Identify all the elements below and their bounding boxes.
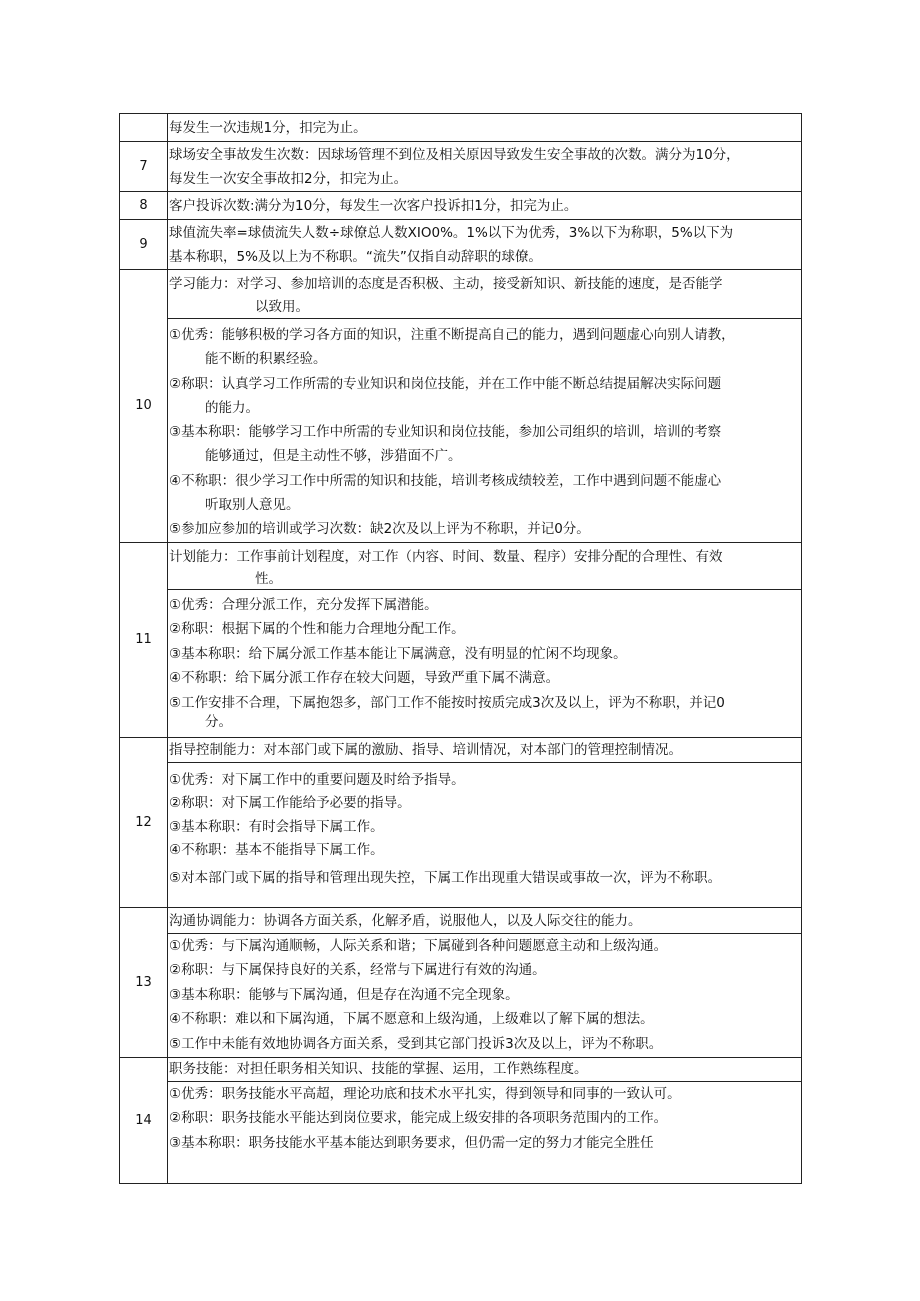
level-text: ①优秀：能够积极的学习各方面的知识，注重不断提高自己的能力，遇到问题虚心向别人请教， [169,327,735,343]
header-line: 性。 [255,570,282,587]
criterion-levels [168,762,801,891]
level-text: ②称职：根据下属的个性和能力合理地分配工作。 [169,621,465,638]
header-line: 职务技能：对担任职务相关知识、技能的掌握、运用，工作熟练程度。 [169,1060,588,1077]
row-line: 球值流失率=球债流失人数÷球僚总人数XIO0%。1%以下为优秀，3%以下为称职，5%以下为 [169,225,734,241]
level-text: ⑤工作中未能有效地协调各方面关系，受到其它部门投诉3次及以上，评为不称职。 [169,1035,663,1052]
table-row [120,737,802,907]
row-content [168,114,802,142]
level-item [169,420,799,469]
level-text: 分。 [205,714,232,731]
row-text: 客户投诉次数:满分为10分，每发生一次客户投诉扣1分，扣完为止。 [169,198,578,214]
row-line: 球场安全事故发生次数：因球场管理不到位及相关原因导致发生安全事故的次数。满分为10分， [169,147,740,163]
row-content [168,192,802,220]
level-text: ④不称职：给下属分派工作存在较大问题，导致严重下属不满意。 [169,670,560,687]
table-row [120,192,802,220]
table-row [120,542,802,737]
level-item [169,517,799,541]
header-line: 指导控制能力：对本部门或下属的激励、指导、培训情况，对本部门的管理控制情况。 [169,741,682,758]
table-row [120,220,802,270]
level-text: ③基本称职：有时会指导下属工作。 [169,818,384,835]
criterion-header [168,270,801,318]
criterion-levels [168,589,801,737]
row-line: 基本称职，5%及以上为不称职。“流失”仅指自动辞职的球僚。 [169,249,542,265]
row-number: 7 [120,142,168,192]
level-item [169,691,799,730]
row-number: 12 [120,737,168,907]
level-text: ③基本称职：能够与下属沟通，但是存在沟通不完全现象。 [169,986,519,1003]
level-text: ②称职：对下属工作能给予必要的指导。 [169,795,411,812]
row-number: 14 [120,1057,168,1183]
level-text: ⑤参加应参加的培训或学习次数：缺2次及以上评为不称职，并记0分。 [169,521,590,538]
table-row [120,907,802,1057]
level-item [169,323,799,372]
header-line: 以致用。 [255,299,309,315]
level-text: ①优秀：与下属沟通顺畅，人际关系和谐；下属碰到各种问题愿意主动和上级沟通。 [169,937,668,954]
level-text: 的能力。 [205,399,259,416]
level-text: ③基本称职：职务技能水平基本能达到职务要求，但仍需一定的努力才能完全胜任 [169,1134,654,1151]
criterion-levels [168,1081,801,1156]
level-text: ①优秀：合理分派工作，充分发挥下属潜能。 [169,596,438,613]
header-line: 计划能力：工作事前计划程度，对工作（内容、时间、数量、程序）安排分配的合理性、有效 [169,548,723,565]
row-content [168,142,802,192]
level-text: ④不称职：难以和下属沟通，下属不愿意和上级沟通，上级难以了解下属的想法。 [169,1011,654,1028]
row-number: 9 [120,220,168,270]
header-line: 沟通协调能力：协调各方面关系，化解矛盾，说服他人，以及人际交往的能力。 [169,912,642,929]
row-content [168,907,802,1057]
level-text: ②称职：认真学习工作所需的专业知识和岗位技能，并在工作中能不断总结提届解决实际问题 [169,375,722,392]
criterion-levels [168,933,801,1057]
row-number [120,114,168,142]
table-row [120,114,802,142]
row-number: 10 [120,270,168,543]
level-text: ⑤对本部门或下属的指导和管理出现失控，下属工作出现重大错误或事故一次，评为不称职。 [169,869,722,886]
row-content [168,270,802,543]
level-item [169,372,799,421]
level-text: ⑤工作安排不合理，下属抱怨多，部门工作不能按时按质完成3次及以上，评为不称职，并记0 [169,694,725,711]
level-item [169,469,799,518]
level-text: ④不称职：很少学习工作中所需的知识和技能，培训考核成绩较差，工作中遇到问题不能虚心 [169,472,722,489]
row-content [168,220,802,270]
level-text: 能够通过，但是主动性不够，涉猎面不广。 [205,448,462,465]
table-row [120,142,802,192]
row-number: 11 [120,542,168,737]
header-line: 学习能力：对学习、参加培训的态度是否积极、主动，接受新知识、新技能的速度，是否能学 [169,276,723,292]
row-line: 每发生一次安全事故扣2分，扣完为止。 [169,171,408,187]
level-text: 能不断的积累经验。 [205,351,327,368]
level-text: 听取别人意见。 [205,497,300,514]
level-text: ①优秀：职务技能水平高超，理论功底和技术水平扎实，得到领导和同事的一致认可。 [169,1085,681,1102]
row-number: 13 [120,907,168,1057]
row-content [168,542,802,737]
table-row [120,1057,802,1183]
row-number: 8 [120,192,168,220]
criterion-header [168,908,801,933]
level-text: ①优秀：对下属工作中的重要问题及时给予指导。 [169,771,465,788]
criterion-header [168,738,801,762]
level-text: ②称职：与下属保持良好的关系，经常与下属进行有效的沟通。 [169,962,546,979]
table-row [120,270,802,543]
row-content [168,1057,802,1183]
criterion-header [168,1058,801,1081]
criterion-levels [168,318,801,542]
criterion-header [168,543,801,589]
level-text: ④不称职：基本不能指导下属工作。 [169,842,384,859]
level-text: ③基本称职：给下属分派工作基本能让下属满意，没有明显的忙闲不均现象。 [169,645,627,662]
evaluation-table [119,113,802,1184]
row-content [168,737,802,907]
level-text: ②称职：职务技能水平能达到岗位要求，能完成上级安排的各项职务范围内的工作。 [169,1110,668,1127]
level-text: ③基本称职：能够学习工作中所需的专业知识和岗位技能，参加公司组织的培训，培训的考察 [169,424,722,441]
row-text: 每发生一次违规1分，扣完为止。 [169,120,367,136]
